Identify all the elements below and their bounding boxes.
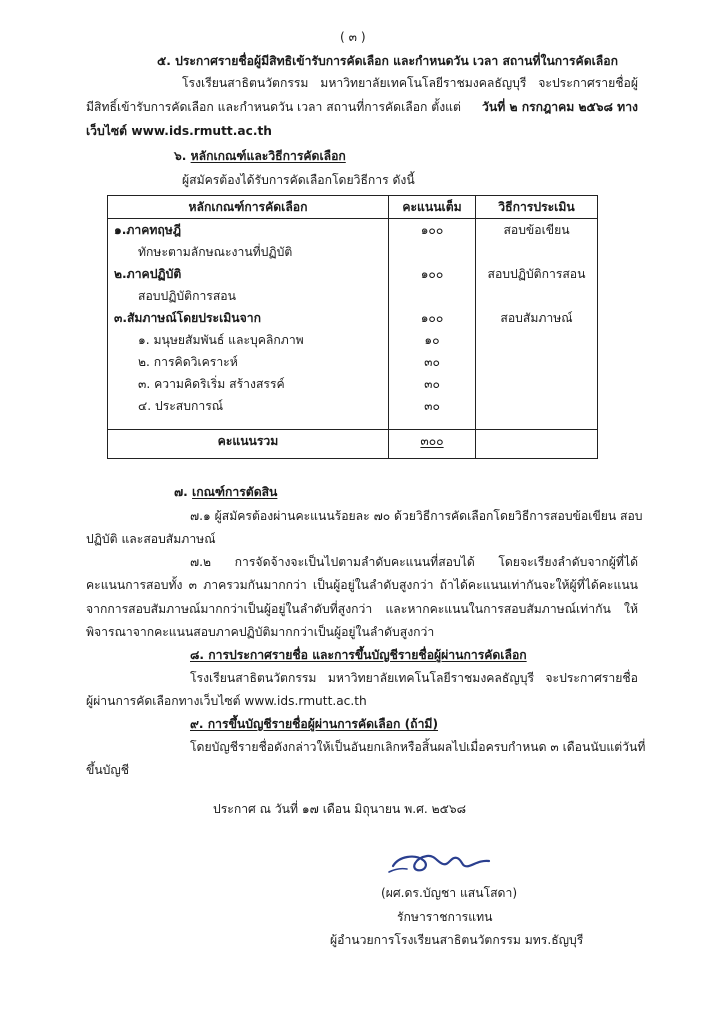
website-url: www.ids.rmutt.ac.th <box>131 124 272 138</box>
method-interview: สอบสัมภาษณ์ <box>500 311 573 325</box>
section-7-1-line-2: ปฏิบัติ และสอบสัมภาษณ์ <box>86 532 216 546</box>
section-7-2-line-4: พิจารณาจากคะแนนสอบภาคปฏิบัติมากกว่าเป็นผู้อยู่ในลำดับสูงกว่า <box>86 625 435 639</box>
header-full-score: คะแนนเต็ม <box>389 196 476 219</box>
section-5-line-1: โรงเรียนสาธิตนวัตกรรม มหาวิทยาลัยเทคโนโลยีราชมงคลธัญบุรี จะประกาศรายชื่อผู้ <box>182 76 638 90</box>
section-7-number: ๗. <box>174 485 193 499</box>
score-interview-item: ๓๐ <box>424 355 440 369</box>
score-column <box>389 219 476 430</box>
criteria-interview-item: ๓. ความคิดริเริ่ม สร้างสรรค์ <box>138 377 285 391</box>
section-6-number: ๖. <box>174 149 191 163</box>
criteria-interview: ๓.สัมภาษณ์โดยประเมินจาก <box>114 311 261 325</box>
section-5-line-2 <box>86 98 638 117</box>
table-total-row <box>108 430 598 459</box>
criteria-table <box>107 195 598 459</box>
table-header-row <box>108 196 598 219</box>
score-practice: ๑๐๐ <box>420 267 444 281</box>
section-7-2-line-3: จากการสอบสัมภาษณ์มากกว่าเป็นผู้อยู่ในลำดับที่สูงกว่า และหากคะแนนในการสอบสัมภาษณ์เท่ากัน ให้ <box>86 602 638 616</box>
criteria-theory-detail: ทักษะตามลักษณะงานที่ปฏิบัติ <box>138 245 293 259</box>
method-column <box>476 219 598 430</box>
announcement-date: ประกาศ ณ วันที่ ๑๗ เดือน มิถุนายน พ.ศ. ๒๕๖๘ <box>213 802 467 816</box>
total-score-text: ๓๐๐ <box>420 434 444 448</box>
total-label <box>108 430 389 459</box>
section-7-2-line-1: ๗.๒ การจัดจ้างจะเป็นไปตามลำดับคะแนนที่สอบได้ โดยจะเรียงลำดับจากผู้ที่ได้ <box>190 555 638 569</box>
score-interview-item: ๑๐ <box>424 333 440 347</box>
website-prefix: เว็บไซต์ <box>86 124 132 138</box>
total-label-text: คะแนนรวม <box>217 434 279 448</box>
criteria-interview-item: ๒. การคิดวิเคราะห์ <box>138 355 238 369</box>
criteria-theory: ๑.ภาคทฤษฎี <box>114 223 182 237</box>
section-7-title: เกณฑ์การตัดสิน <box>192 485 278 499</box>
total-method-empty <box>476 430 598 459</box>
page-number: ( ๓ ) <box>340 30 366 44</box>
criteria-practice: ๒.ภาคปฏิบัติ <box>114 267 182 281</box>
section-5-date: วันที่ ๒ กรกฎาคม ๒๕๖๘ ทาง <box>482 100 638 114</box>
total-score <box>389 430 476 459</box>
header-method: วิธีการประเมิน <box>476 196 598 219</box>
criteria-interview-item: ๑. มนุษยสัมพันธ์ และบุคลิกภาพ <box>138 333 304 347</box>
signer-role-2: ผู้อำนวยการโรงเรียนสาธิตนวัตกรรม มทร.ธัญบุรี <box>330 933 584 947</box>
method-theory: สอบข้อเขียน <box>503 223 570 237</box>
section-9-heading: ๙. การขึ้นบัญชีรายชื่อผู้ผ่านการคัดเลือก (ถ้ามี) <box>190 717 439 731</box>
section-7-2-line-2: คะแนนการสอบทั้ง ๓ ภาครวมกันมากกว่า เป็นผู้อยู่ในลำดับสูงกว่า ถ้าได้คะแนนเท่ากันจะให้ผู้ที่ได้คะแนน <box>86 578 638 592</box>
signer-name: (ผศ.ดร.บัญชา แสนโสดา) <box>381 886 518 900</box>
signer-role-1: รักษาราชการแทน <box>397 910 493 924</box>
section-8-heading: ๘. การประกาศรายชื่อ และการขึ้นบัญชีรายชื่อผู้ผ่านการคัดเลือก <box>190 648 527 662</box>
section-9-line-2: ขึ้นบัญชี <box>86 763 130 777</box>
section-7-1-line-1: ๗.๑ ผู้สมัครต้องผ่านคะแนนร้อยละ ๗๐ ด้วยวิธีการคัดเลือกโดยวิธีการสอบข้อเขียน สอบ <box>190 509 643 523</box>
section-7-heading <box>174 483 277 502</box>
section-8-line-1: โรงเรียนสาธิตนวัตกรรม มหาวิทยาลัยเทคโนโลยีราชมงคลธัญบุรี จะประกาศรายชื่อ <box>190 671 638 685</box>
section-8-line-2: ผู้ผ่านการคัดเลือกทางเว็บไซต์ www.ids.rmutt.ac.th <box>86 694 367 708</box>
section-6-heading <box>174 147 346 166</box>
section-9-line-1: โดยบัญชีรายชื่อดังกล่าวให้เป็นอันยกเลิกหรือสิ้นผลไปเมื่อครบกำหนด ๓ เดือนนับแต่วันที่ <box>190 740 646 754</box>
score-interview: ๑๐๐ <box>420 311 444 325</box>
table-body-row <box>108 219 598 430</box>
handwritten-signature <box>385 842 495 882</box>
section-5-line-3 <box>86 122 272 141</box>
score-interview-item: ๓๐ <box>424 399 440 413</box>
method-practice: สอบปฏิบัติการสอน <box>487 267 586 281</box>
section-5-line-2-text: มีสิทธิ์เข้ารับการคัดเลือก และกำหนดวัน เวลา สถานที่การคัดเลือก ตั้งแต่ <box>86 100 461 114</box>
header-criteria: หลักเกณฑ์การคัดเลือก <box>108 196 389 219</box>
score-interview-item: ๓๐ <box>424 377 440 391</box>
score-theory: ๑๐๐ <box>420 223 444 237</box>
section-6-title: หลักเกณฑ์และวิธีการคัดเลือก <box>190 149 346 163</box>
section-5-heading: ๕. ประกาศรายชื่อผู้มีสิทธิเข้ารับการคัดเลือก และกำหนดวัน เวลา สถานที่ในการคัดเลือก <box>157 54 618 68</box>
section-6-intro: ผู้สมัครต้องได้รับการคัดเลือกโดยวิธีการ ดังนี้ <box>182 173 415 187</box>
criteria-practice-detail: สอบปฏิบัติการสอน <box>138 289 236 303</box>
criteria-interview-item: ๔. ประสบการณ์ <box>138 399 224 413</box>
criteria-column <box>108 219 389 430</box>
